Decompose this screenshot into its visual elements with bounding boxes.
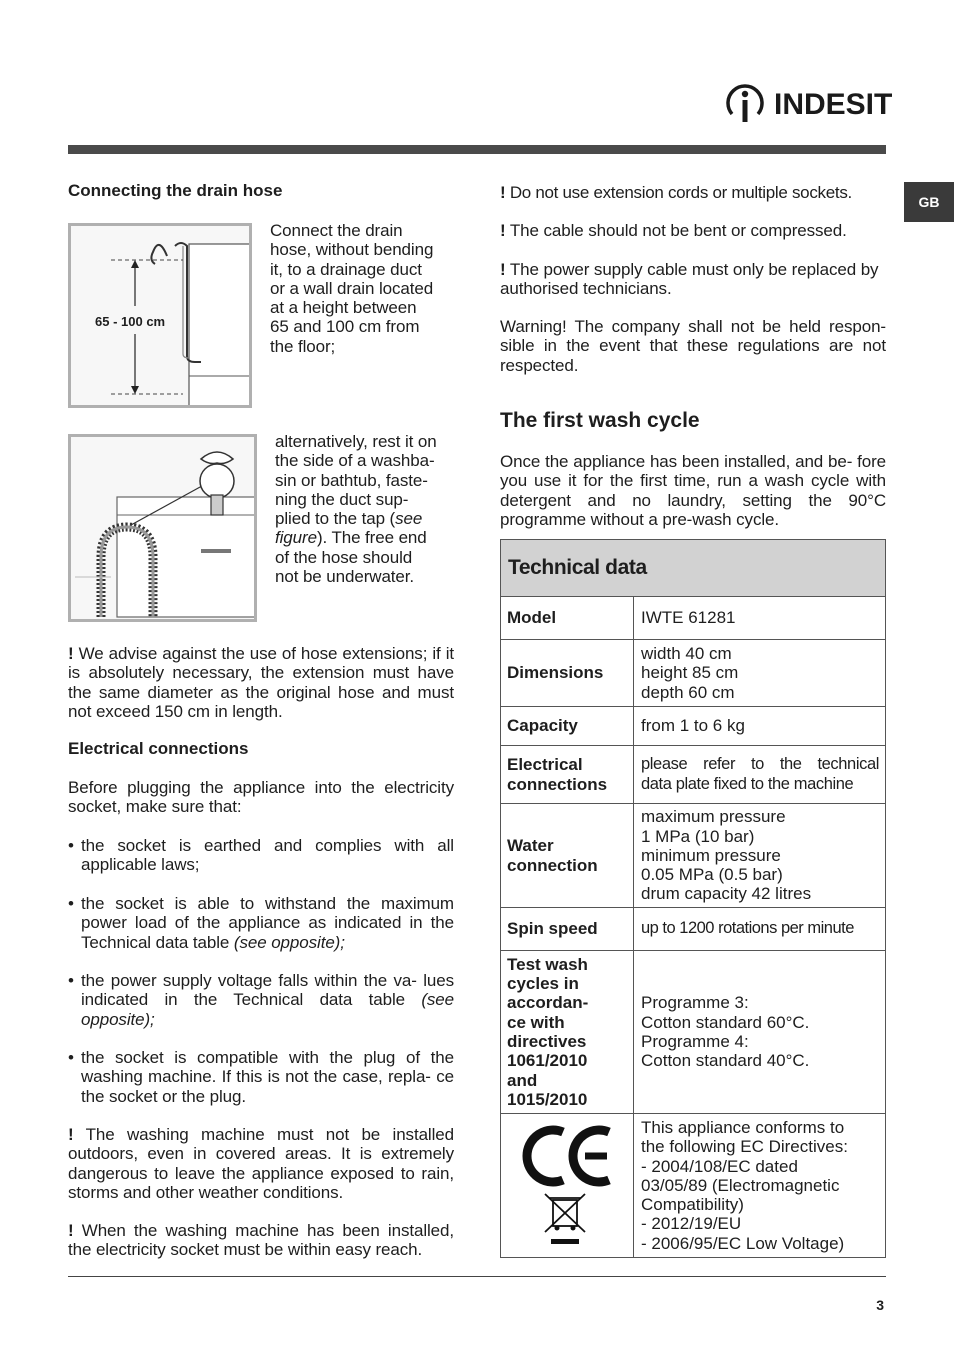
line: at a height between [270,298,417,318]
row-value: Programme 3: Cotton standard 60°C. Programme 4: Cotton standard 40°C. [634,951,886,1114]
bullet-2: • the socket is able to withstand the maximum power load of the appliance as indicated in the Technical data table (see opposite); [68,894,454,952]
company-warning: Warning! The company shall not be held respon- sible in the event that these regulations are not respected. [500,317,886,375]
table-row [501,951,886,1114]
row-value: width 40 cm height 85 cm depth 60 cm [634,640,886,707]
socket-reach-warning: ! When the washing machine has been installed, the electricity socket must be within easy reach. [68,1221,455,1260]
line: the side of a washba- [275,451,435,471]
indesit-logo [724,84,893,124]
indesit-logo-icon [724,84,768,124]
technical-data-table [500,539,886,1258]
line: plied to the tap (see [275,509,423,529]
cable-warning: ! The cable should not be bent or compressed. [500,221,847,240]
table-row [501,640,886,707]
row-value: from 1 to 6 kg [634,707,886,746]
technical-data-heading: Technical data [501,540,886,597]
row-value: maximum pressure 1 MPa (10 bar) minimum pressure 0.05 MPa (0.5 bar) drum capacity 42 litres [634,804,886,908]
row-value: up to 1200 rotations per minute [634,908,886,951]
electrical-intro: Before plugging the appliance into the electricity socket, make sure that: [68,778,454,817]
row-key: Model [501,597,634,640]
first-wash-text: Once the appliance has been installed, and be- fore you use it for the first time, run a wash cycle with detergent and no laundry, setting the 90°C programme without a pre-wash cycle. [500,452,886,529]
line: 65 and 100 cm from [270,317,420,337]
header-rule [68,145,886,154]
line: of the hose should [275,547,413,567]
drain-text-2 [275,432,461,586]
brand-name: INDESIT [774,88,893,121]
line: hose, without bending [270,240,434,260]
washbasin-figure [68,434,257,622]
line: sin or bathtub, faste- [275,470,428,490]
drain-text-1 [270,221,460,356]
outdoor-warning: ! The washing machine must not be installed outdoors, even in covered areas. It is extremely dangerous to leave the appliance exposed to rain, storms and other weather conditions. [68,1125,454,1202]
row-value: IWTE 61281 [634,597,886,640]
footer-rule [68,1276,886,1277]
drain-heading: Connecting the drain hose [68,181,283,200]
row-key: Spin speed [501,908,634,951]
row-key: Capacity [501,707,634,746]
table-row [501,1114,886,1258]
line: the floor; [270,336,336,356]
line: figure). The free end [275,528,427,548]
hose-extension-warning: ! We advise against the use of hose extensions; if it is absolutely necessary, the extension must have the same diameter as the original hose and must not exceed 150 cm in length. [68,644,455,721]
row-key: Dimensions [501,640,634,707]
line: Connect the drain [270,221,403,240]
drain-height-figure [68,223,252,408]
extension-cord-warning: ! Do not use extension cords or multiple sockets. [500,183,852,202]
first-wash-heading: The first wash cycle [500,409,700,432]
table-row [501,804,886,908]
line: or a wall drain located [270,278,434,298]
page-number: 3 [876,1297,884,1313]
language-tab[interactable]: GB [904,182,954,222]
line: ning the duct sup- [275,489,409,509]
supply-cable-warning: ! The power supply cable must only be replaced by authorised technicians. [500,260,879,299]
table-row [501,597,886,640]
line: not be underwater. [275,567,415,587]
bullet-3: • the power supply voltage falls within the va- lues indicated in the Technical data table (see opposite); [68,971,454,1029]
table-row [501,707,886,746]
table-row [501,746,886,804]
weee-bin-icon [545,1194,585,1244]
row-key: Electrical connections [501,746,634,804]
row-key: Water connection [501,804,634,908]
row-value: This appliance conforms to the following EC Directives: - 2004/108/EC dated 03/05/89 (Electromagnetic Compatibility) - 2012/19/EU - 2006/95/EC Low Voltage) [634,1114,886,1258]
table-row [501,908,886,951]
row-value: please refer to the technical data plate fixed to the machine [634,746,886,804]
ce-marks-cell [501,1114,634,1258]
bullet-1: • the socket is earthed and complies with all applicable laws; [68,836,454,875]
drain-height-label: 65 - 100 cm [95,314,166,329]
line: it, to a drainage duct [270,259,422,279]
ce-mark-icon [517,1118,617,1248]
electrical-heading: Electrical connections [68,739,249,758]
line: alternatively, rest it on [275,432,437,451]
bullet-4: • the socket is compatible with the plug of the washing machine. If this is not the case, repla- ce the socket or the plug. [68,1048,454,1106]
row-key: Test wash cycles in accordan- ce with directives 1061/2010 and 1015/2010 [501,951,634,1114]
